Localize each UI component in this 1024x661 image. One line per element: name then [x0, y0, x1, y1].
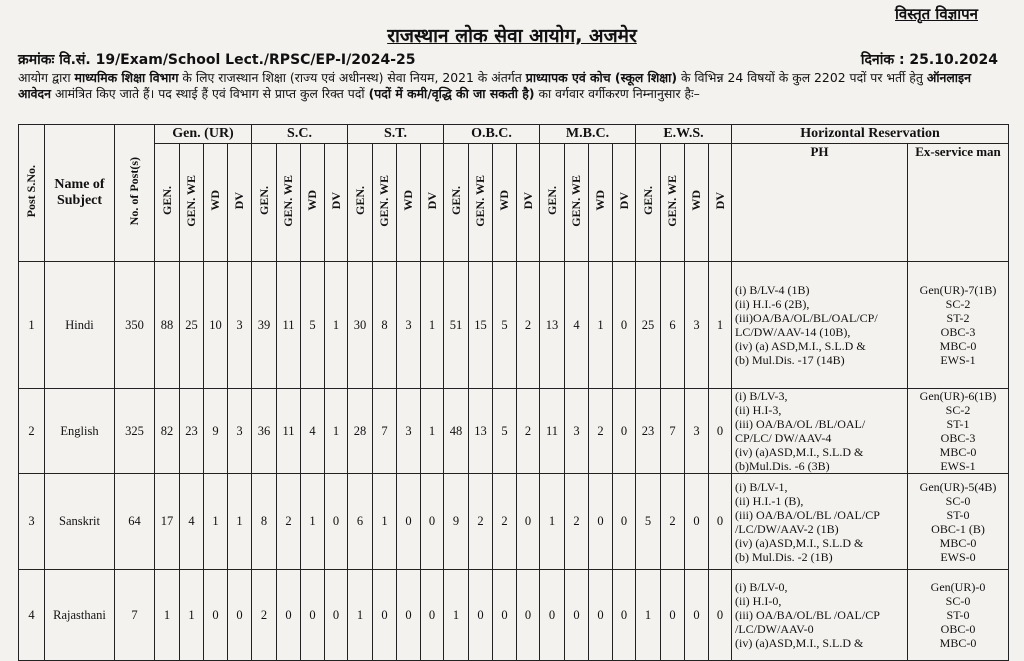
ex-serviceman-line: SC-2 — [945, 297, 971, 311]
subject-cell: Sanskrit — [45, 474, 115, 570]
category-count-cell: 23 — [180, 389, 204, 474]
category-count-cell: 13 — [540, 262, 565, 389]
post-sno-cell: 2 — [19, 389, 45, 474]
category-count-cell: 2 — [661, 474, 685, 570]
category-count-cell: 17 — [155, 474, 180, 570]
category-count-cell: 1 — [325, 262, 348, 389]
category-count-cell: 3 — [565, 389, 589, 474]
ph-line: LC/DW/AAV-14 (10B), — [735, 325, 851, 339]
table-row — [19, 262, 1009, 389]
group-ews: E.W.S. — [636, 125, 732, 144]
header-subject: Name of Subject — [45, 125, 115, 262]
notice-date: दिनांक : 25.10.2024 — [860, 52, 998, 68]
ex-serviceman-cell — [908, 474, 1009, 570]
category-count-cell: 1 — [301, 474, 325, 570]
category-count-cell: 0 — [301, 570, 325, 661]
ex-serviceman-line: Gen(UR)-5(4B) — [919, 479, 997, 494]
category-count-cell: 36 — [252, 389, 277, 474]
category-count-cell: 0 — [517, 474, 540, 570]
category-count-cell: 1 — [540, 474, 565, 570]
ex-serviceman-line: OBC-3 — [940, 431, 976, 445]
category-count-cell: 4 — [565, 262, 589, 389]
posts-cell: 64 — [115, 474, 155, 570]
ph-line: CP/LC/ DW/AAV-4 — [735, 431, 832, 445]
ph-line: (b) Mul.Dis. -17 (14B) — [735, 353, 845, 367]
category-count-cell: 6 — [661, 262, 685, 389]
post-sno-cell: 1 — [19, 262, 45, 389]
intro-paragraph: आयोग द्वारा माध्यमिक शिक्षा विभाग के लिए राजस्थान शिक्षा (राज्य एवं अधीनस्थ) सेवा नियम, 2021 के अंतर्गत प्राध्यापक एवं कोच (स्कूल शिक्षा) के विभिन्न 24 विषयों के कुल 2202 पदों पर भर्ती हेतु ऑनलाइन आवेदन आमंत्रित किए जाते हैं। पद स्थाई हैं एवं विभाग से प्राप्त कुल रिक्त पदों (पदों में कमी/वृद्धि की जा सकती है) का वर्गवार वर्गीकरण निम्नानुसार हैः– — [18, 70, 971, 101]
category-count-cell: 1 — [421, 389, 444, 474]
group-mbc: M.B.C. — [540, 125, 636, 144]
ex-serviceman-cell — [908, 262, 1009, 389]
category-count-cell: 1 — [444, 570, 469, 661]
table-row — [19, 570, 1009, 661]
ph-cell — [732, 389, 908, 474]
ph-line: (i) B/LV-4 (1B) — [735, 283, 810, 297]
ex-serviceman-line: MBC-0 — [939, 339, 977, 353]
category-count-cell: 2 — [589, 389, 613, 474]
ph-line: /LC/DW/AAV-0 — [735, 622, 814, 636]
ex-serviceman-line: ST-0 — [946, 507, 970, 522]
subcol-header: WD — [204, 144, 228, 262]
category-count-cell: 6 — [348, 474, 373, 570]
category-count-cell: 0 — [517, 570, 540, 661]
category-count-cell: 51 — [444, 262, 469, 389]
subcol-header: GEN. WE — [180, 144, 204, 262]
ex-serviceman-line: Gen(UR)-7(1B) — [919, 283, 997, 297]
subcol-header: DV — [613, 144, 636, 262]
category-count-cell: 3 — [228, 262, 252, 389]
ph-line: (iv) (a)ASD,M.I., S.L.D & — [735, 445, 864, 459]
category-count-cell: 1 — [709, 262, 732, 389]
horizontal-reservation-header: Horizontal Reservation — [732, 125, 1009, 144]
subcol-header: WD — [301, 144, 325, 262]
header-sno: Post S.No. — [19, 125, 45, 262]
subject-cell: English — [45, 389, 115, 474]
ex-serviceman-line: EWS-1 — [940, 459, 976, 473]
subcol-header: WD — [589, 144, 613, 262]
category-count-cell: 8 — [252, 474, 277, 570]
category-count-cell: 0 — [685, 474, 709, 570]
category-count-cell: 0 — [613, 262, 636, 389]
category-count-cell: 5 — [301, 262, 325, 389]
category-count-cell: 0 — [325, 474, 348, 570]
category-count-cell: 0 — [613, 389, 636, 474]
category-count-cell: 1 — [228, 474, 252, 570]
category-count-cell: 0 — [709, 570, 732, 661]
ph-line: (i) B/LV-3, — [735, 389, 788, 403]
post-sno-cell: 3 — [19, 474, 45, 570]
category-count-cell: 3 — [397, 262, 421, 389]
category-count-cell: 0 — [204, 570, 228, 661]
ex-serviceman-line: EWS-1 — [940, 353, 976, 367]
category-count-cell: 88 — [155, 262, 180, 389]
subcol-header: GEN. WE — [661, 144, 685, 262]
category-count-cell: 4 — [180, 474, 204, 570]
category-count-cell: 2 — [517, 389, 540, 474]
category-count-cell: 0 — [493, 570, 517, 661]
category-count-cell: 1 — [373, 474, 397, 570]
category-count-cell: 0 — [373, 570, 397, 661]
category-count-cell: 0 — [709, 389, 732, 474]
posts-cell: 7 — [115, 570, 155, 661]
category-count-cell: 9 — [444, 474, 469, 570]
ph-line: (ii) H.I-3, — [735, 403, 782, 417]
category-count-cell: 0 — [613, 474, 636, 570]
ex-serviceman-line: SC-0 — [945, 493, 971, 508]
vacancy-table — [18, 124, 1009, 661]
ph-line: (iii) OA/BA/OL/BL /OAL/CP — [735, 608, 880, 622]
ph-line: (iv) (a)ASD,M.I., S.L.D & — [735, 636, 864, 650]
ph-line: (iii)OA/BA/OL/BL/OAL/CP/ — [735, 311, 878, 325]
category-count-cell: 1 — [155, 570, 180, 661]
reference-number: क्रमांकः वि.सं. 19/Exam/School Lect./RPSC/EP-I/2024-25 — [18, 52, 416, 68]
ex-serviceman-line: Gen(UR)-6(1B) — [919, 389, 997, 403]
ph-line: (b)Mul.Dis. -6 (3B) — [735, 459, 830, 473]
subject-cell: Rajasthani — [45, 570, 115, 661]
subcol-header: GEN. — [444, 144, 469, 262]
subcol-header: GEN. WE — [469, 144, 493, 262]
category-count-cell: 2 — [469, 474, 493, 570]
ex-serviceman-line: SC-0 — [945, 594, 971, 608]
category-count-cell: 25 — [636, 262, 661, 389]
ex-serviceman-line: ST-1 — [946, 417, 970, 431]
category-count-cell: 5 — [636, 474, 661, 570]
ph-line: (ii) H.I.-6 (2B), — [735, 297, 810, 311]
page-title: राजस्थान लोक सेवा आयोग, अजमेर — [387, 25, 637, 47]
category-count-cell: 0 — [325, 570, 348, 661]
category-count-cell: 1 — [348, 570, 373, 661]
subcol-header: GEN. — [252, 144, 277, 262]
ex-serviceman-header: Ex-service man — [908, 144, 1009, 262]
category-count-cell: 2 — [277, 474, 301, 570]
advertisement-label: विस्तृत विज्ञापन — [895, 5, 978, 23]
subcol-header: DV — [709, 144, 732, 262]
ex-serviceman-line: MBC-0 — [939, 535, 977, 550]
category-count-cell: 1 — [180, 570, 204, 661]
category-count-cell: 5 — [493, 262, 517, 389]
ex-serviceman-line: OBC-3 — [940, 325, 976, 339]
category-count-cell: 0 — [397, 474, 421, 570]
category-count-cell: 3 — [685, 389, 709, 474]
subcol-header: GEN. — [155, 144, 180, 262]
category-count-cell: 25 — [180, 262, 204, 389]
category-count-cell: 10 — [204, 262, 228, 389]
category-count-cell: 28 — [348, 389, 373, 474]
ph-line: (ii) H.I.-1 (B), — [735, 493, 804, 508]
category-count-cell: 11 — [277, 262, 301, 389]
ex-serviceman-line: OBC-0 — [940, 622, 976, 636]
ph-line: (i) B/LV-0, — [735, 580, 788, 594]
category-count-cell: 0 — [469, 570, 493, 661]
category-count-cell: 39 — [252, 262, 277, 389]
category-count-cell: 7 — [373, 389, 397, 474]
header-posts: No. of Post(s) — [115, 125, 155, 262]
ph-line: (iii) OA/BA/OL/BL /OAL/CP — [735, 507, 880, 522]
group-gen-ur: Gen. (UR) — [155, 125, 252, 144]
ex-serviceman-line: SC-2 — [945, 403, 971, 417]
category-count-cell: 4 — [301, 389, 325, 474]
category-count-cell: 2 — [565, 474, 589, 570]
category-count-cell: 0 — [661, 570, 685, 661]
category-count-cell: 0 — [565, 570, 589, 661]
category-count-cell: 2 — [252, 570, 277, 661]
category-count-cell: 1 — [204, 474, 228, 570]
ph-header: PH — [732, 144, 908, 262]
ex-serviceman-cell — [908, 570, 1009, 661]
category-count-cell: 0 — [589, 474, 613, 570]
category-count-cell: 11 — [540, 389, 565, 474]
posts-cell: 325 — [115, 389, 155, 474]
ex-serviceman-cell — [908, 389, 1009, 474]
category-count-cell: 0 — [613, 570, 636, 661]
category-count-cell: 2 — [517, 262, 540, 389]
ex-serviceman-line: MBC-0 — [939, 445, 977, 459]
ph-line: (ii) H.I-0, — [735, 594, 782, 608]
subcol-header: DV — [517, 144, 540, 262]
subject-cell: Hindi — [45, 262, 115, 389]
category-count-cell: 8 — [373, 262, 397, 389]
ph-line: (iv) (a)ASD,M.I., S.L.D & — [735, 535, 864, 550]
category-count-cell: 30 — [348, 262, 373, 389]
category-count-cell: 9 — [204, 389, 228, 474]
category-count-cell: 0 — [589, 570, 613, 661]
category-count-cell: 7 — [661, 389, 685, 474]
category-count-cell: 0 — [685, 570, 709, 661]
category-count-cell: 0 — [277, 570, 301, 661]
category-count-cell: 1 — [589, 262, 613, 389]
subcol-header: GEN. WE — [565, 144, 589, 262]
post-sno-cell: 4 — [19, 570, 45, 661]
subcol-header: GEN. WE — [277, 144, 301, 262]
ph-line: (i) B/LV-1, — [735, 479, 788, 494]
group-st: S.T. — [348, 125, 444, 144]
subcol-header: GEN. — [540, 144, 565, 262]
ph-cell — [732, 474, 908, 570]
category-count-cell: 0 — [421, 570, 444, 661]
ph-line: (iii) OA/BA/OL /BL/OAL/ — [735, 417, 866, 431]
category-count-cell: 0 — [228, 570, 252, 661]
ph-line: /LC/DW/AAV-2 (1B) — [735, 521, 839, 536]
subcol-header: DV — [325, 144, 348, 262]
ph-cell — [732, 570, 908, 661]
table-row — [19, 474, 1009, 570]
ph-line: (iv) (a) ASD,M.I., S.L.D & — [735, 339, 866, 353]
category-count-cell: 1 — [421, 262, 444, 389]
category-count-cell: 0 — [540, 570, 565, 661]
category-count-cell: 15 — [469, 262, 493, 389]
subcol-header: WD — [397, 144, 421, 262]
category-count-cell: 1 — [636, 570, 661, 661]
ex-serviceman-line: ST-0 — [946, 608, 970, 622]
category-count-cell: 0 — [709, 474, 732, 570]
category-count-cell: 1 — [325, 389, 348, 474]
group-obc: O.B.C. — [444, 125, 540, 144]
ph-cell — [732, 262, 908, 389]
category-count-cell: 2 — [493, 474, 517, 570]
ex-serviceman-line: Gen(UR)-0 — [930, 580, 986, 594]
category-count-cell: 23 — [636, 389, 661, 474]
subcol-header: DV — [421, 144, 444, 262]
subcol-header: GEN. WE — [373, 144, 397, 262]
subcol-header: DV — [228, 144, 252, 262]
subcol-header: WD — [493, 144, 517, 262]
category-count-cell: 11 — [277, 389, 301, 474]
ex-serviceman-line: ST-2 — [946, 311, 970, 325]
ex-serviceman-line: OBC-1 (B) — [931, 521, 985, 536]
category-count-cell: 3 — [397, 389, 421, 474]
category-count-cell: 3 — [685, 262, 709, 389]
category-count-cell: 0 — [397, 570, 421, 661]
category-count-cell: 82 — [155, 389, 180, 474]
posts-cell: 350 — [115, 262, 155, 389]
group-sc: S.C. — [252, 125, 348, 144]
subcol-header: WD — [685, 144, 709, 262]
category-count-cell: 3 — [228, 389, 252, 474]
subcol-header: GEN. — [348, 144, 373, 262]
table-row — [19, 389, 1009, 474]
subcol-header: GEN. — [636, 144, 661, 262]
category-count-cell: 48 — [444, 389, 469, 474]
ex-serviceman-line: MBC-0 — [939, 636, 977, 650]
category-count-cell: 13 — [469, 389, 493, 474]
ex-serviceman-line: EWS-0 — [940, 549, 976, 564]
category-count-cell: 5 — [493, 389, 517, 474]
ph-line: (b) Mul.Dis. -2 (1B) — [735, 549, 833, 564]
category-count-cell: 0 — [421, 474, 444, 570]
